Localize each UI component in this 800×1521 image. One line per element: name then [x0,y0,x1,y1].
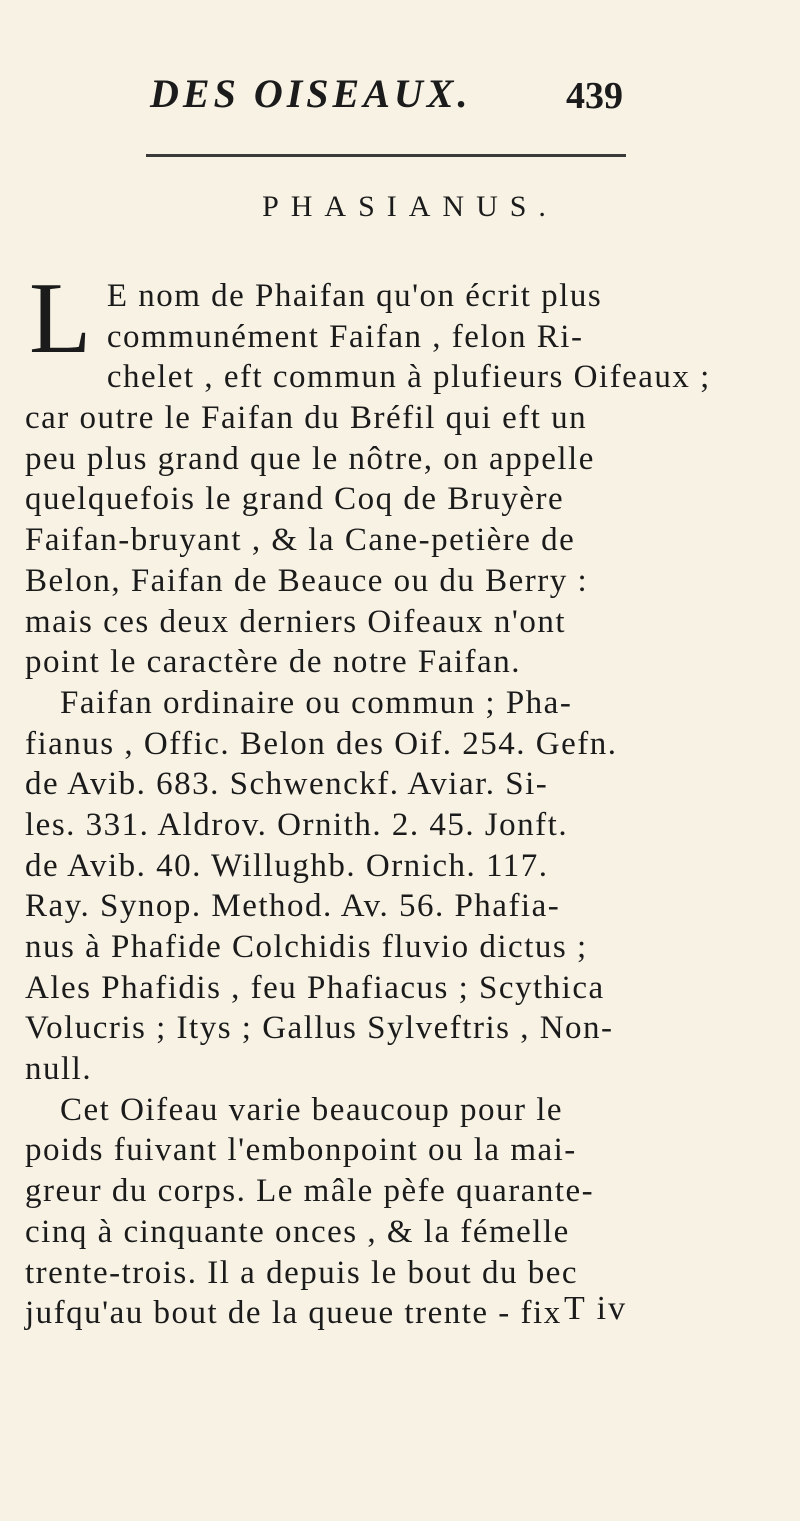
text-line: E nom de Phaifan qu'on écrit plus [106,278,603,314]
text-line: peu plus grand que le nôtre, on appelle [25,440,595,477]
text-line: Volucris ; Itys ; Gallus Sylveftris , Non- [25,1010,614,1047]
text-line: chelet , eft commun à plufieurs Oifeaux ; [106,359,711,396]
text-line: Faifan ordinaire ou commun ; Pha- [60,684,573,721]
text-line: de Avib. 40. Willughb. Ornich. 117. [25,847,549,884]
body-text [25,262,780,1334]
text-line: mais ces deux derniers Oifeaux n'ont [25,603,567,640]
text-line: car outre le Faifan du Bréfil qui eft un [25,400,588,437]
text-line: nus à Phafide Colchidis fluvio dictus ; [25,929,588,965]
paragraph-1 [25,262,780,683]
text-line: de Avib. 683. Schwenckf. Aviar. Si- [25,766,549,803]
text-line: null. [25,1051,93,1088]
drop-cap: L [29,262,93,375]
text-line: trente-trois. Il a depuis le bout du bec [25,1254,579,1291]
paragraph-3 [25,1090,780,1334]
text-line: poids fuivant l'embonpoint ou la mai- [25,1132,577,1169]
text-line: les. 331. Aldrov. Ornith. 2. 45. Jonft. [25,806,569,843]
text-line: Ales Phafidis , feu Phafiacus ; Scythica [25,969,605,1006]
running-title: DES OISEAUX. [150,71,472,116]
header-rule [146,154,626,157]
text-line: greur du corps. Le mâle pèfe quarante- [25,1173,595,1210]
catchword: T iv [564,1290,628,1327]
page-number: 439 [566,75,623,117]
text-line: cinq à cinquante onces , & la fémelle [25,1213,570,1250]
text-line: quelquefois le grand Coq de Bruyère [25,481,565,518]
text-line: jufqu'au bout de la queue trente - fix [25,1295,562,1332]
text-line: Cet Oifeau varie beaucoup pour le [60,1091,564,1128]
text-line: Belon, Faifan de Beauce ou du Berry : [25,562,589,599]
paragraph-2 [25,683,780,1090]
text-line: Ray. Synop. Method. Av. 56. Phafia- [25,888,561,925]
page-header [0,70,800,120]
text-line: point le caractère de notre Faifan. [25,644,521,681]
section-title: PHASIANUS. [262,190,558,223]
text-line: communément Faifan , felon Ri- [106,318,584,355]
text-line: fianus , Offic. Belon des Oif. 254. Gefn. [25,725,618,762]
text-line: Faifan-bruyant , & la Cane-petière de [25,522,576,559]
